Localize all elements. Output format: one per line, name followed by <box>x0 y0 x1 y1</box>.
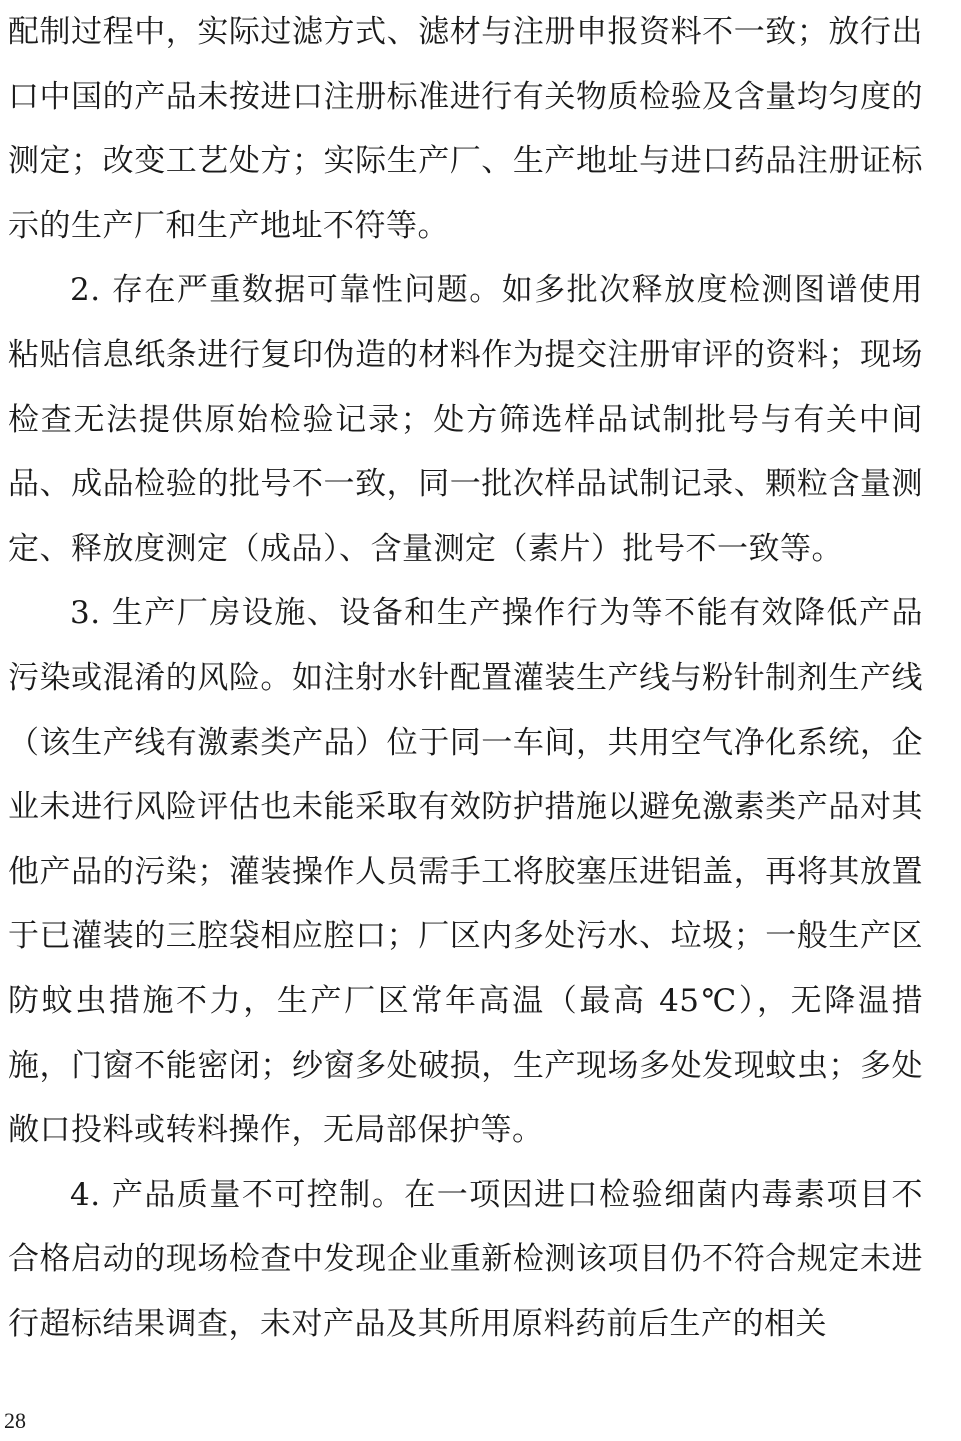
paragraph-item-2: 2. 存在严重数据可靠性问题。如多批次释放度检测图谱使用粘贴信息纸条进行复印伪造的材料作为提交注册审评的资料；现场检查无法提供原始检验记录；处方筛选样品试制批号与有关中间品、成品检验的批号不一致，同一批次样品试制记录、颗粒含量测定、释放度测定（成品）、含量测定（素片）批号不一致等。 <box>8 272 923 567</box>
page-number: 28 <box>4 1408 26 1433</box>
document-body <box>8 0 923 1356</box>
paragraph-continuation: 配制过程中，实际过滤方式、滤材与注册申报资料不一致；放行出口中国的产品未按进口注册标准进行有关物质检验及含量均匀度的测定；改变工艺处方；实际生产厂、生产地址与进口药品注册证标示的生产厂和生产地址不符等。 <box>8 14 923 244</box>
paragraph-item-4: 4. 产品质量不可控制。在一项因进口检验细菌内毒素项目不合格启动的现场检查中发现企业重新检测该项目仍不符合规定未进行超标结果调查，未对产品及其所用原料药前后生产的相关 <box>8 1176 923 1342</box>
paragraph-item-3: 3. 生产厂房设施、设备和生产操作行为等不能有效降低产品污染或混淆的风险。如注射水针配置灌装生产线与粉针制剂生产线（该生产线有激素类产品）位于同一车间，共用空气净化系统，企业未进行风险评估也未能采取有效防护措施以避免激素类产品对其他产品的污染；灌装操作人员需手工将胶塞压进铝盖，再将其放置于已灌装的三腔袋相应腔口；厂区内多处污水、垃圾；一般生产区防蚊虫措施不力，生产厂区常年高温（最高 45℃），无降温措施，门窗不能密闭；纱窗多处破损，生产现场多处发现蚊虫；多处敞口投料或转料操作，无局部保护等。 <box>8 595 923 1149</box>
